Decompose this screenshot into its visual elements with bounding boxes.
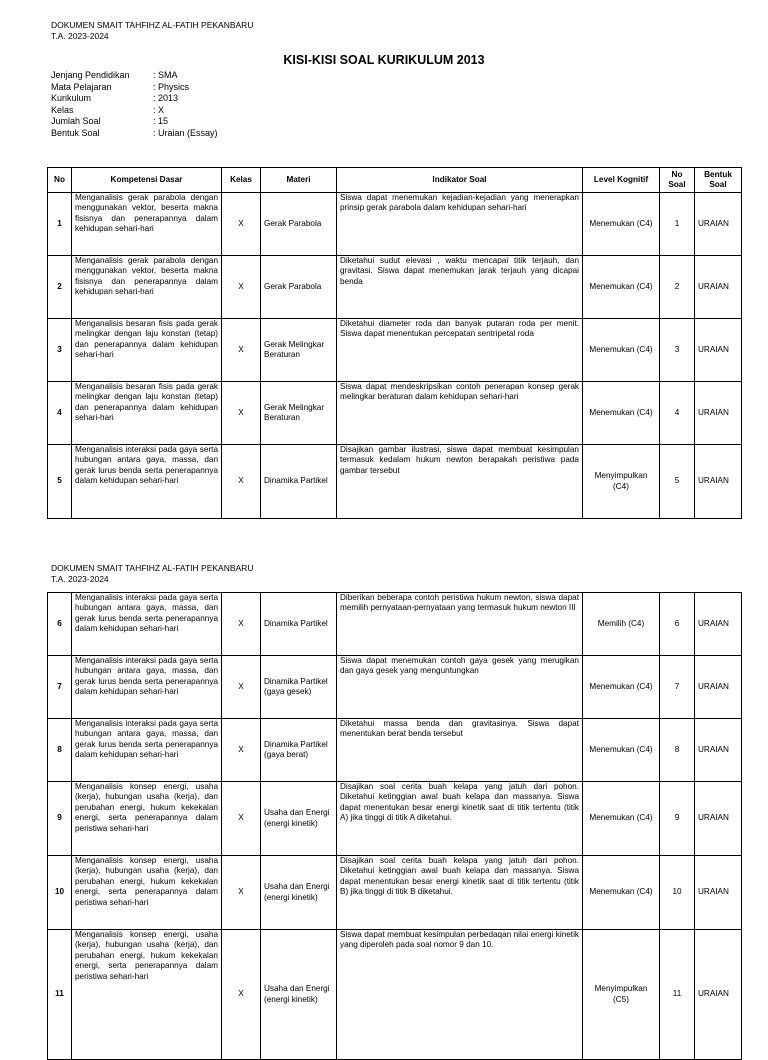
table-row	[48, 256, 742, 319]
kompetensi-dasar-cell: Menganalisis interaksi pada gaya serta hubungan antara gaya, massa, dan gerak lurus benda serta penerapannya dalam kehidupan sehari-hari	[72, 445, 222, 519]
materi-cell: Dinamika Partikel (gaya berat)	[261, 719, 337, 782]
table-row	[48, 782, 742, 856]
meta-row	[51, 82, 218, 94]
meta-info	[51, 70, 218, 140]
meta-row	[51, 70, 218, 82]
indikator-soal-cell: Siswa dapat menemukan kejadian-kejadian yang menerapkan prinsip gerak parabola dalam kehidupan sehari-hari	[337, 193, 583, 256]
meta-row	[51, 116, 218, 128]
indikator-soal-cell: Disajikan gambar ilustrasi, siswa dapat membuat kesimpulan termasuk kedalam hukum newton berapakah peristiwa pada gambar tersebut	[337, 445, 583, 519]
kelas-cell: X	[222, 445, 261, 519]
no-soal-cell: 10	[660, 856, 695, 930]
document-header	[51, 20, 253, 42]
kompetensi-dasar-cell: Menganalisis besaran fisis pada gerak melingkar dengan laju konstan (tetap) dan penerapannya dalam kehidupan sehari-hari	[72, 319, 222, 382]
kelas-cell: X	[222, 593, 261, 656]
meta-key: Kelas	[51, 104, 74, 115]
col-header: Level Kognitif	[583, 168, 660, 193]
table-row	[48, 856, 742, 930]
meta-row	[51, 105, 218, 117]
row-number: 6	[48, 593, 72, 656]
materi-cell: Gerak Melingkar Beraturan	[261, 319, 337, 382]
materi-cell: Dinamika Partikel	[261, 593, 337, 656]
kisi-kisi-table	[47, 167, 742, 519]
table-row	[48, 930, 742, 1060]
table-row	[48, 193, 742, 256]
bentuk-soal-cell: URAIAN	[695, 856, 742, 930]
col-header: No Soal	[660, 168, 695, 193]
indikator-soal-cell: Disajikan soal cerita buah kelapa yang jatuh dari pohon. Diketahui ketinggian awal buah kelapa dan massanya. Siswa dapat menentukan besar energi kinetik saat di titik tertentu (titik B) jika tinggi di titik B diketahui.	[337, 856, 583, 930]
level-kognitif-cell: Menemukan (C4)	[583, 319, 660, 382]
materi-cell: Usaha dan Energi (energi kinetik)	[261, 782, 337, 856]
no-soal-cell: 8	[660, 719, 695, 782]
materi-cell: Dinamika Partikel	[261, 445, 337, 519]
row-number: 2	[48, 256, 72, 319]
indikator-soal-cell: Siswa dapat menemukan contoh gaya gesek yang merugikan dan gaya gesek yang menguntungkan	[337, 656, 583, 719]
no-soal-cell: 9	[660, 782, 695, 856]
kelas-cell: X	[222, 382, 261, 445]
no-soal-cell: 2	[660, 256, 695, 319]
level-kognitif-cell: Menemukan (C4)	[583, 193, 660, 256]
level-kognitif-cell: Menemukan (C4)	[583, 382, 660, 445]
meta-row	[51, 128, 218, 140]
row-number: 4	[48, 382, 72, 445]
kompetensi-dasar-cell: Menganalisis konsep energi, usaha (kerja), hubungan usaha (kerja), dan perubahan energi, hukum kekekalan energi, serta penerapannya dalam peristiwa sehari-hari	[72, 856, 222, 930]
header-year: T.A. 2023-2024	[51, 574, 109, 584]
indikator-soal-cell: Siswa dapat membuat kesimpulan perbedaqan nilai energi kinetik yang diperoleh pada soal nomor 9 dan 10.	[337, 930, 583, 1060]
kompetensi-dasar-cell: Menganalisis interaksi pada gaya serta hubungan antara gaya, massa, dan gerak lurus benda serta penerapannya dalam kehidupan sehari-hari	[72, 656, 222, 719]
level-kognitif-cell: Menyimpulkan (C5)	[583, 930, 660, 1060]
level-kognitif-cell: Menemukan (C4)	[583, 856, 660, 930]
kelas-cell: X	[222, 782, 261, 856]
meta-key: Mata Pelajaran	[51, 81, 112, 92]
bentuk-soal-cell: URAIAN	[695, 256, 742, 319]
level-kognitif-cell: Menyimpulkan (C4)	[583, 445, 660, 519]
bentuk-soal-cell: URAIAN	[695, 382, 742, 445]
materi-cell: Usaha dan Energi (energi kinetik)	[261, 856, 337, 930]
row-number: 3	[48, 319, 72, 382]
kisi-kisi-table-continued	[47, 592, 742, 1060]
bentuk-soal-cell: URAIAN	[695, 445, 742, 519]
indikator-soal-cell: Diketahui diameter roda dan banyak putaran roda per menit. Siswa dapat menentukan percepatan sentripetal roda	[337, 319, 583, 382]
kompetensi-dasar-cell: Menganalisis konsep energi, usaha (kerja), hubungan usaha (kerja), dan perubahan energi, hukum kekekalan energi, serta penerapannya dalam peristiwa sehari-hari	[72, 782, 222, 856]
header-school: DOKUMEN SMAIT TAHFIHZ AL-FATIH PEKANBARU	[51, 20, 254, 30]
indikator-soal-cell: Diketahui massa benda dan gravitasinya. Siswa dapat menentukan berat benda tersebut	[337, 719, 583, 782]
level-kognitif-cell: Menemukan (C4)	[583, 656, 660, 719]
no-soal-cell: 3	[660, 319, 695, 382]
kompetensi-dasar-cell: Menganalisis interaksi pada gaya serta hubungan antara gaya, massa, dan gerak lurus benda serta penerapannya dalam kehidupan sehari-hari	[72, 719, 222, 782]
table-row	[48, 593, 742, 656]
table-row	[48, 719, 742, 782]
kompetensi-dasar-cell: Menganalisis gerak parabola dengan menggunakan vektor, beserta makna fisisnya dan penerapannya dalam kehidupan sehari-hari	[72, 193, 222, 256]
level-kognitif-cell: Menemukan (C4)	[583, 256, 660, 319]
col-header: Kelas	[222, 168, 261, 193]
col-header: Indikator Soal	[337, 168, 583, 193]
indikator-soal-cell: Siswa dapat mendeskripsikan contoh penerapan konsep gerak melingkar beraturan dalam kehidupan sehari-hari	[337, 382, 583, 445]
materi-cell: Gerak Parabola	[261, 256, 337, 319]
no-soal-cell: 7	[660, 656, 695, 719]
meta-value: : Uraian (Essay)	[153, 127, 218, 138]
col-header: Kompetensi Dasar	[72, 168, 222, 193]
level-kognitif-cell: Memilih (C4)	[583, 593, 660, 656]
kelas-cell: X	[222, 719, 261, 782]
kelas-cell: X	[222, 656, 261, 719]
kompetensi-dasar-cell: Menganalisis besaran fisis pada gerak melingkar dengan laju konstan (tetap) dan penerapannya dalam kehidupan sehari-hari	[72, 382, 222, 445]
page-title: KISI-KISI SOAL KURIKULUM 2013	[283, 53, 485, 67]
no-soal-cell: 4	[660, 382, 695, 445]
row-number: 11	[48, 930, 72, 1060]
level-kognitif-cell: Menemukan (C4)	[583, 719, 660, 782]
row-number: 7	[48, 656, 72, 719]
meta-key: Bentuk Soal	[51, 127, 100, 138]
document-header-page2	[51, 563, 253, 585]
row-number: 10	[48, 856, 72, 930]
kelas-cell: X	[222, 319, 261, 382]
row-number: 9	[48, 782, 72, 856]
meta-value: : X	[153, 104, 165, 115]
no-soal-cell: 5	[660, 445, 695, 519]
no-soal-cell: 11	[660, 930, 695, 1060]
kompetensi-dasar-cell: Menganalisis gerak parabola dengan menggunakan vektor, beserta makna fisisnya dan penerapannya dalam kehidupan sehari-hari	[72, 256, 222, 319]
table-header-row	[48, 168, 742, 193]
indikator-soal-cell: Diberikan beberapa contoh peristiwa hukum newton, siswa dapat memilih pernyataan-pernyataan yang termasuk hukum newton III	[337, 593, 583, 656]
materi-cell: Usaha dan Energi (energi kinetik)	[261, 930, 337, 1060]
bentuk-soal-cell: URAIAN	[695, 193, 742, 256]
meta-key: Kurikulum	[51, 93, 92, 104]
meta-row	[51, 93, 218, 105]
indikator-soal-cell: Disajikan soal cerita buah kelapa yang jatuh dari pohon. Diketahui ketinggian awal buah kelapa dan massanya. Siswa dapat menentukan besar energi kinetik saat di titik tertentu (titik A) jika tinggi di titik A diketahui.	[337, 782, 583, 856]
bentuk-soal-cell: URAIAN	[695, 593, 742, 656]
meta-key: Jenjang Pendidikan	[51, 70, 130, 80]
bentuk-soal-cell: URAIAN	[695, 930, 742, 1060]
col-header: No	[48, 168, 72, 193]
table-row	[48, 656, 742, 719]
no-soal-cell: 6	[660, 593, 695, 656]
header-school: DOKUMEN SMAIT TAHFIHZ AL-FATIH PEKANBARU	[51, 563, 254, 573]
kelas-cell: X	[222, 256, 261, 319]
materi-cell: Dinamika Partikel (gaya gesek)	[261, 656, 337, 719]
kompetensi-dasar-cell: Menganalisis konsep energi, usaha (kerja), hubungan usaha (kerja), dan perubahan energi, hukum kekekalan energi, serta penerapannya dalam peristiwa sehari-hari	[72, 930, 222, 1060]
kelas-cell: X	[222, 930, 261, 1060]
table-row	[48, 319, 742, 382]
header-year: T.A. 2023-2024	[51, 31, 109, 41]
kelas-cell: X	[222, 193, 261, 256]
materi-cell: Gerak Parabola	[261, 193, 337, 256]
col-header: Bentuk Soal	[695, 168, 742, 193]
kelas-cell: X	[222, 856, 261, 930]
kompetensi-dasar-cell: Menganalisis interaksi pada gaya serta hubungan antara gaya, massa, dan gerak lurus benda serta penerapannya dalam kehidupan sehari-hari	[72, 593, 222, 656]
meta-value: : 2013	[153, 93, 179, 104]
row-number: 1	[48, 193, 72, 256]
row-number: 8	[48, 719, 72, 782]
col-header: Materi	[261, 168, 337, 193]
materi-cell: Gerak Melingkar Beraturan	[261, 382, 337, 445]
no-soal-cell: 1	[660, 193, 695, 256]
bentuk-soal-cell: URAIAN	[695, 782, 742, 856]
bentuk-soal-cell: URAIAN	[695, 319, 742, 382]
bentuk-soal-cell: URAIAN	[695, 719, 742, 782]
meta-value: : SMA	[153, 70, 178, 80]
table-row	[48, 382, 742, 445]
bentuk-soal-cell: URAIAN	[695, 656, 742, 719]
meta-key: Jumlah Soal	[51, 116, 101, 127]
level-kognitif-cell: Menemukan (C4)	[583, 782, 660, 856]
table-row	[48, 445, 742, 519]
meta-value: : Physics	[153, 81, 190, 92]
indikator-soal-cell: Diketahui sudut elevasi , waktu mencapai titik terjauh, dan gravitasi. Siswa dapat menemukan jarak terjauh yang dicapai benda	[337, 256, 583, 319]
row-number: 5	[48, 445, 72, 519]
meta-value: : 15	[153, 116, 169, 127]
